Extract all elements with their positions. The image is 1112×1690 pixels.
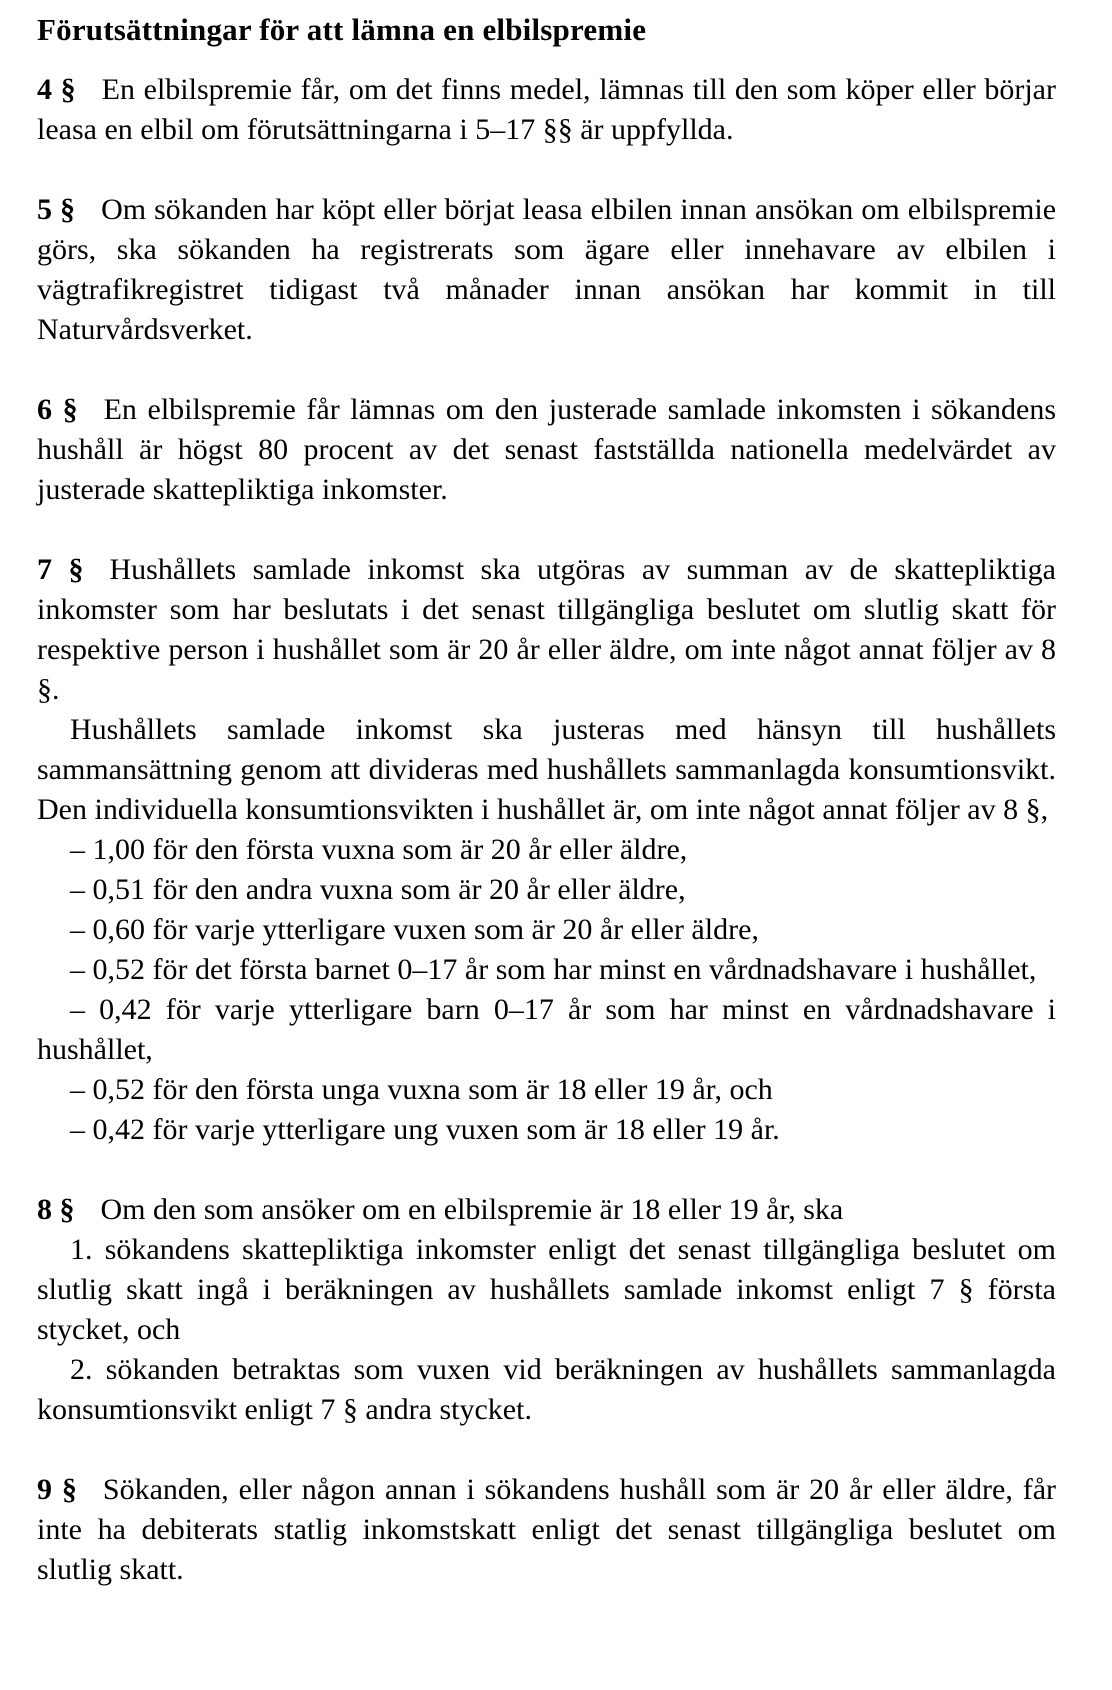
section-4-text: En elbilspremie får, om det finns medel, lämnas till den som köper eller börjar leasa en elbil om förutsättningarna i 5–17 §§ är uppfyllda. <box>37 73 1056 146</box>
section-7-list-item: – 0,52 för den första unga vuxna som är 18 eller 19 år, och <box>70 1073 773 1106</box>
statute-document <box>37 10 1056 1590</box>
section-4-marker: 4 § <box>37 73 76 106</box>
section-6-paragraph <box>37 390 1056 510</box>
section-8-numbered-item: 1. sökandens skattepliktiga inkomster enligt det senast tillgängliga beslutet om slutlig skatt ingå i beräkningen av hushållets samlade inkomst enligt 7 § första stycket, och <box>37 1233 1056 1346</box>
section-7-text-1: Hushållets samlade inkomst ska utgöras av summan av de skattepliktiga inkomster som har beslutats i det senast tillgängliga beslutet om slutlig skatt för respektive person i hushållet som är 20 år eller äldre, om inte något annat följer av 8 §. <box>37 553 1056 706</box>
section-7-list-item: – 0,51 för den andra vuxna som är 20 år eller äldre, <box>70 873 686 906</box>
section-6-marker: 6 § <box>37 393 78 426</box>
section-8-marker: 8 § <box>37 1193 75 1226</box>
section-8-intro <box>37 1190 1056 1230</box>
section-4 <box>37 70 1056 150</box>
document-heading: Förutsättningar för att lämna en elbilspremie <box>37 12 647 47</box>
section-5-marker: 5 § <box>37 193 76 226</box>
section-8-numbered-item: 2. sökanden betraktas som vuxen vid beräkningen av hushållets sammanlagda konsumtionsvikt enligt 7 § andra stycket. <box>37 1353 1056 1426</box>
section-5 <box>37 190 1056 350</box>
section-7-list-item: – 0,42 för varje ytterligare ung vuxen som är 18 eller 19 år. <box>70 1113 780 1146</box>
section-5-paragraph <box>37 190 1056 350</box>
section-8-intro-text: Om den som ansöker om en elbilspremie är 18 eller 19 år, ska <box>100 1193 844 1226</box>
section-9 <box>37 1470 1056 1590</box>
section-9-paragraph <box>37 1470 1056 1590</box>
section-9-marker: 9 § <box>37 1473 77 1506</box>
section-9-text: Sökanden, eller någon annan i sökandens hushåll som är 20 år eller äldre, får inte ha debiterats statlig inkomstskatt enligt det senast tillgängliga beslutet om slutlig skatt. <box>37 1473 1057 1586</box>
section-4-paragraph <box>37 70 1056 150</box>
section-6 <box>37 390 1056 510</box>
section-5-text: Om sökanden har köpt eller börjat leasa elbilen innan ansökan om elbilspremie görs, ska sökanden ha registrerats som ägare eller innehavare av elbilen i vägtrafikregistret tidigast två månader innan ansökan har kommit in till Naturvårdsverket. <box>37 193 1057 346</box>
section-7-paragraph-2: Hushållets samlade inkomst ska justeras med hänsyn till hushållets sammansättning genom att divideras med hushållets sammanlagda konsumtionsvikt. Den individuella konsumtionsvikten i hushållet är, om inte något annat följer av 8 §, <box>37 713 1056 826</box>
section-7 <box>37 550 1056 1150</box>
section-8 <box>37 1190 1056 1430</box>
section-6-text: En elbilspremie får lämnas om den justerade samlade inkomsten i sökandens hushåll är högst 80 procent av det senast fastställda nationella medelvärdet av justerade skattepliktiga inkomster. <box>37 393 1057 506</box>
section-7-list-item: – 0,52 för det första barnet 0–17 år som har minst en vårdnadshavare i hushållet, <box>70 953 1037 986</box>
section-7-paragraph-1 <box>37 550 1056 710</box>
section-7-list-item: – 1,00 för den första vuxna som är 20 år eller äldre, <box>70 833 688 866</box>
section-7-marker: 7 § <box>37 553 84 586</box>
section-7-list-item: – 0,60 för varje ytterligare vuxen som är 20 år eller äldre, <box>70 913 759 946</box>
section-7-list-item: – 0,42 för varje ytterligare barn 0–17 år som har minst en vårdnadshavare i hushållet, <box>37 993 1056 1066</box>
